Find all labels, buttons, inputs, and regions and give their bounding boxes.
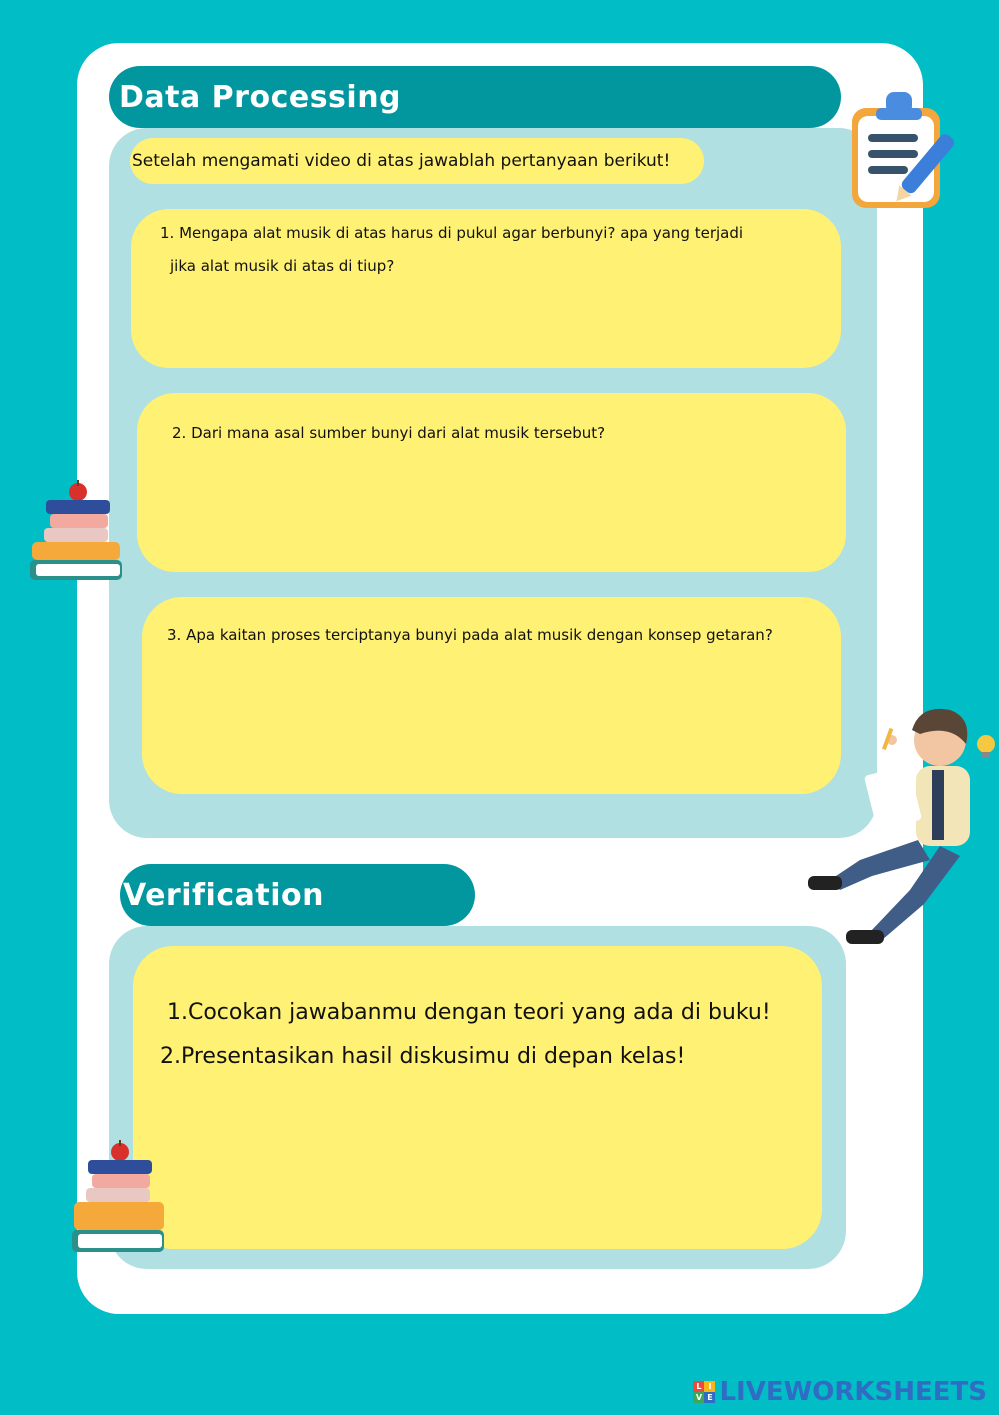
question-2: 2. Dari mana asal sumber bunyi dari alat musik tersebut? [172,424,606,442]
logo-letter-e: E [704,1392,715,1403]
clipboard-icon [846,86,956,216]
instruction-label: Setelah mengamati video di atas jawablah pertanyaan berikut! [132,151,671,171]
verification-item-1: 1.Cocokan jawabanmu dengan teori yang ada di buku! [167,1000,771,1025]
live-logo-icon [693,1381,715,1403]
verification-item-2: 2.Presentasikan hasil diskusimu di depan kelas! [160,1044,686,1069]
logo-letter-l: L [693,1381,704,1392]
book-stack-icon [26,478,130,598]
student-illustration [800,700,999,950]
verification-box [133,946,822,1249]
question-1-line-2: jika alat musik di atas di tiup? [170,257,395,275]
question-3: 3. Apa kaitan proses terciptanya bunyi pada alat musik dengan konsep getaran? [167,626,773,644]
data-processing-title: Data Processing [109,66,841,128]
verification-title: Verification [120,864,475,926]
liveworksheets-logo [693,1377,987,1407]
logo-letter-i: I [704,1381,715,1392]
lightbulb-icon [977,735,995,758]
question-1-line-1: 1. Mengapa alat musik di atas harus di pukul agar berbunyi? apa yang terjadi [160,224,744,242]
brand-name: LIVEWORKSHEETS [719,1377,987,1407]
instruction-text [130,138,704,184]
logo-letter-v: V [693,1392,704,1403]
book-stack-icon [68,1140,172,1260]
